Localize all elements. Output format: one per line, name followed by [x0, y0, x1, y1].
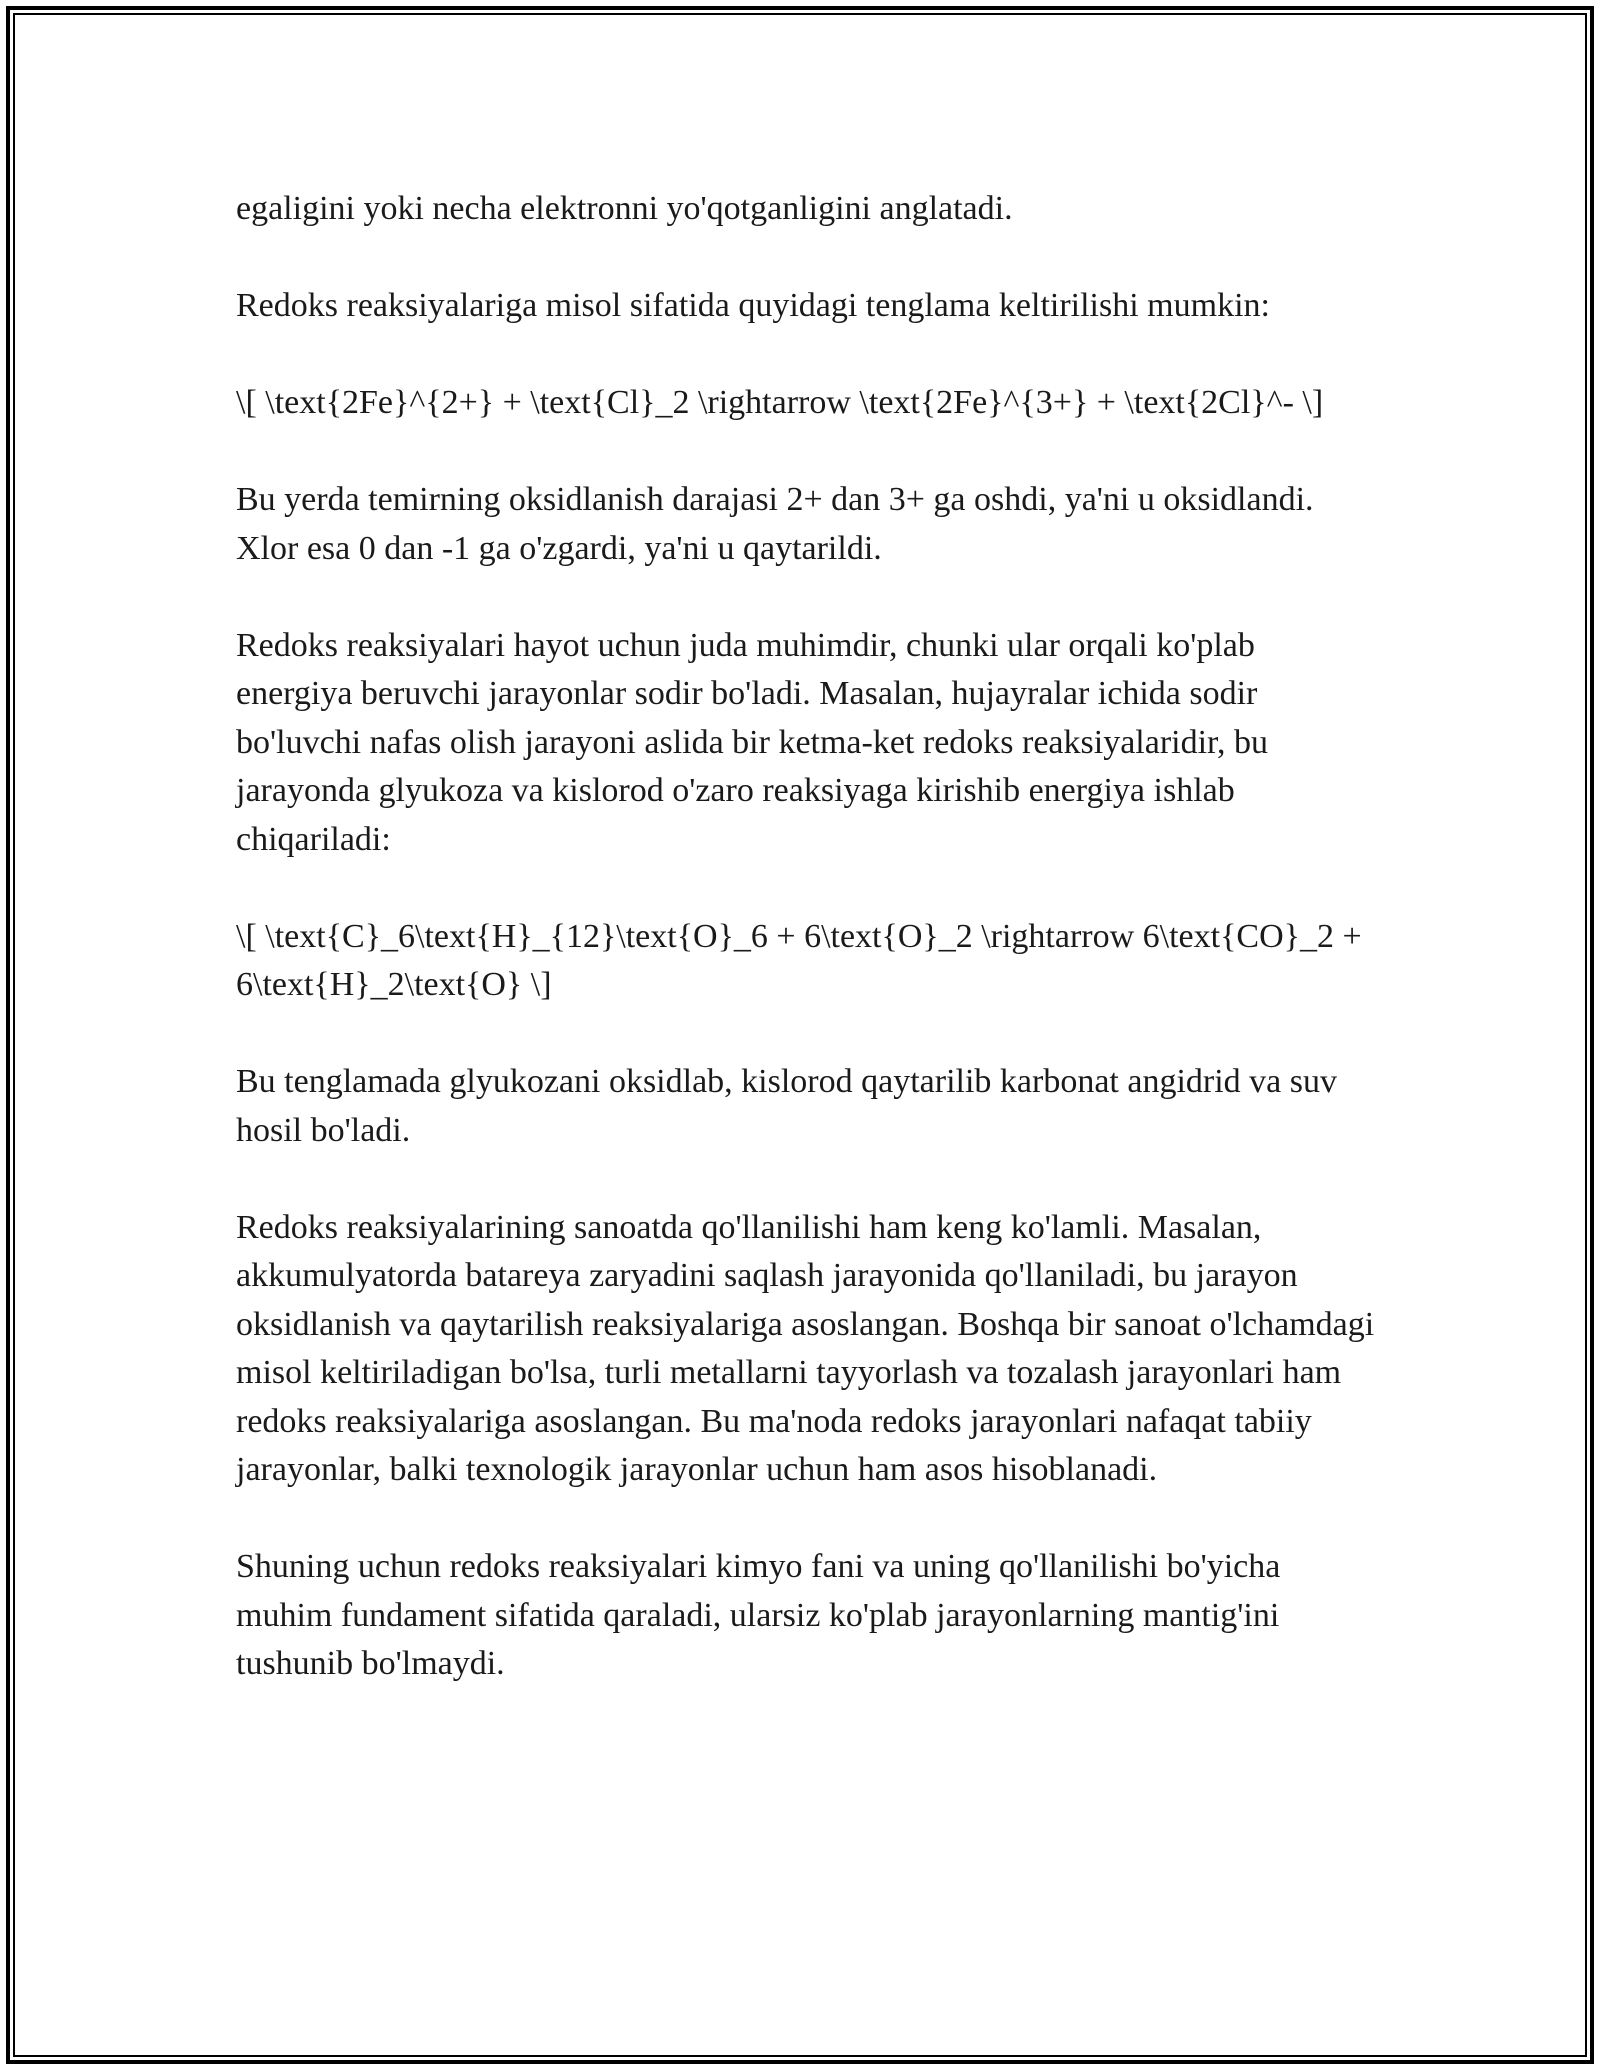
- paragraph-oxidation-explanation: Bu yerda temirning oksidlanish darajasi 2+ dan 3+ ga oshdi, ya'ni u oksidlandi. Xlor esa 0 dan -1 ga o'zgardi, ya'ni u qaytarildi.: [236, 481, 1314, 567]
- paragraph-equation-explanation: Bu tenglamada glyukozani oksidlab, kislorod qaytarilib karbonat angidrid va suv hosil bo'ladi.: [236, 1063, 1337, 1149]
- paragraph-continuation: egaligini yoki necha elektronni yo'qotganligini anglatadi.: [236, 190, 1013, 227]
- paragraph-life-importance: Redoks reaksiyalari hayot uchun juda muhimdir, chunki ular orqali ko'plab energiya beruvchi jarayonlar sodir bo'ladi. Masalan, hujayralar ichida sodir bo'luvchi nafas olish jarayoni aslida bir ketma-ket redoks reaksiyalaridir, bu jarayonda glyukoza va kislorod o'zaro reaksiyaga kirishib energiya ishlab chiqariladi:: [236, 626, 1269, 858]
- paragraph-industry: Redoks reaksiyalarining sanoatda qo'llanilishi ham keng ko'lamli. Masalan, akkumulyatorda batareya zaryadini saqlash jarayonida qo'llaniladi, bu jarayon oksidlanish va qaytarilish reaksiyalariga asoslangan. Boshqa bir sanoat o'lchamdagi misol keltiriladigan bo'lsa, turli metallarni tayyorlash va tozalash jarayonlari ham redoks reaksiyalariga asoslangan. Bu ma'noda redoks jarayonlari nafaqat tabiiy jarayonlar, balki texnologik jarayonlar uchun ham asos hisoblanadi.: [236, 1208, 1375, 1488]
- equation-glucose-respiration: \[ \text{C}_6\text{H}_{12}\text{O}_6 + 6\text{O}_2 \rightarrow 6\text{CO}_2 + 6\text{H}_2\text{O} \]: [236, 917, 1362, 1003]
- paragraph-example-intro: Redoks reaksiyalariga misol sifatida quyidagi tenglama keltirilishi mumkin:: [236, 287, 1270, 324]
- paragraph-conclusion: Shuning uchun redoks reaksiyalari kimyo fani va uning qo'llanilishi bo'yicha muhim fundament sifatida qaraladi, ularsiz ko'plab jarayonlarning mantig'ini tushunib bo'lmaydi.: [236, 1548, 1281, 1682]
- equation-iron-chlorine: \[ \text{2Fe}^{2+} + \text{Cl}_2 \rightarrow \text{2Fe}^{3+} + \text{2Cl}^- \]: [236, 384, 1324, 421]
- document-body: [236, 185, 1376, 1689]
